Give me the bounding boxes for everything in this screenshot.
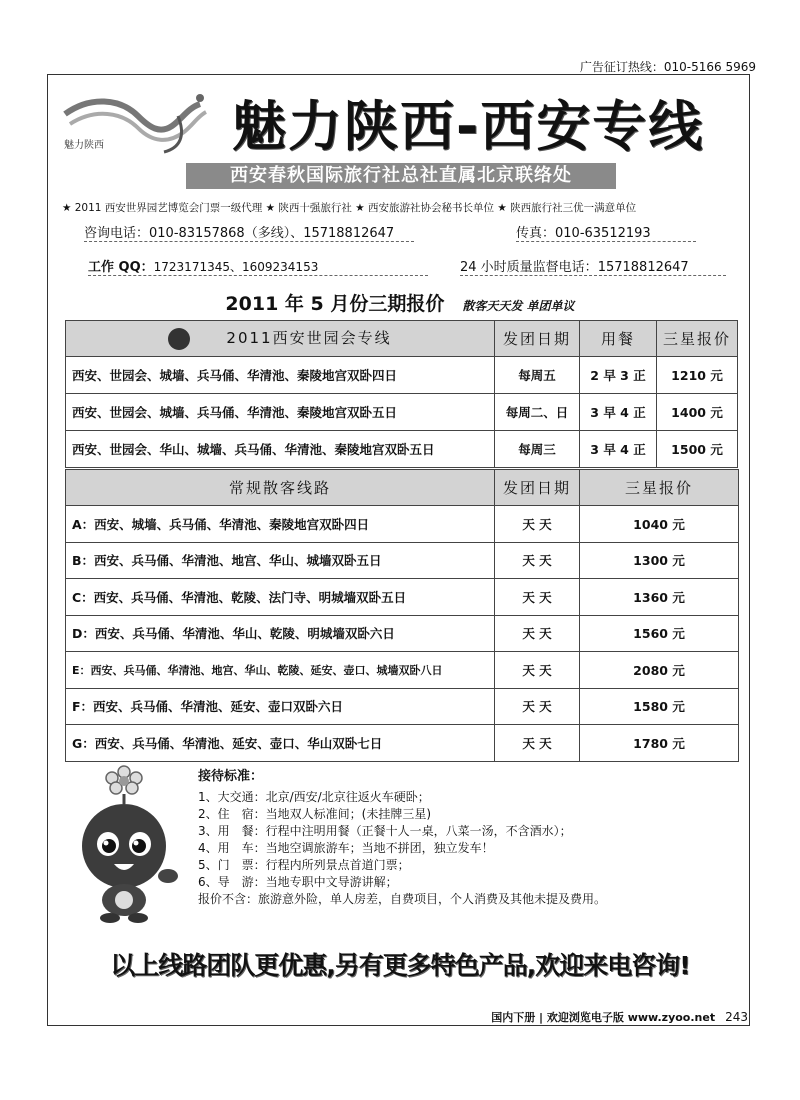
list-item: 6、导 游：当地专职中文导游讲解；	[198, 875, 398, 889]
price-cell: 1580 元	[580, 688, 739, 725]
meals-cell: 3 早 4 正	[580, 394, 657, 431]
logo-text: 魅力陕西	[64, 140, 104, 151]
regular-route-table	[65, 469, 739, 762]
fax-label: 传真：	[516, 226, 556, 241]
mascot-icon	[76, 764, 186, 924]
price-cell: 2080 元	[580, 652, 739, 689]
quote-title: 2011 年 5 月份三期报价	[225, 293, 445, 315]
meals-column-header: 用餐	[580, 321, 657, 357]
date-cell: 天 天	[495, 652, 580, 689]
price-cell: 1400 元	[657, 394, 738, 431]
expo-header-label: 2011西安世园会专线	[226, 329, 392, 348]
list-item: 2、住 宿：当地双人标准间；(未挂牌三星)	[198, 807, 431, 821]
date-cell: 每周三	[495, 431, 580, 468]
table-row	[66, 615, 739, 652]
route-cell: A：西安、城墙、兵马俑、华清池、秦陵地宫双卧四日	[66, 506, 495, 543]
regular-table-header: 常规散客线路	[66, 470, 495, 506]
date-cell: 天 天	[495, 506, 580, 543]
table-row	[66, 579, 739, 616]
price-cell: 1210 元	[657, 357, 738, 394]
credentials-line: ★ 2011 西安世界园艺博览会门票一级代理 ★ 陕西十强旅行社 ★ 西安旅游社协会秘书长单位 ★ 陕西旅行社三优一满意单位	[62, 202, 637, 214]
date-cell: 天 天	[495, 615, 580, 652]
page-title: 魅力陕西-西安专线	[232, 95, 705, 158]
route-cell: C：西安、兵马俑、华清池、乾陵、法门寺、明城墙双卧五日	[66, 579, 495, 616]
date-column-header: 发团日期	[495, 321, 580, 357]
agency-name-bar: 西安春秋国际旅行社总社直属北京联络处	[186, 163, 616, 189]
table-row	[66, 652, 739, 689]
table-row	[66, 394, 738, 431]
promo-slogan: 以上线路团队更优惠,另有更多特色产品,欢迎来电咨询!	[110, 951, 690, 980]
reception-standards	[198, 768, 606, 908]
route-cell: 西安、世园会、华山、城墙、兵马俑、华清池、秦陵地宫双卧五日	[66, 431, 495, 468]
list-item: 1、大交通：北京/西安/北京往返火车硬卧；	[198, 790, 430, 804]
ad-hotline: 广告征订热线：010-5166 5969	[579, 60, 756, 74]
date-cell: 天 天	[495, 688, 580, 725]
date-cell: 天 天	[495, 542, 580, 579]
route-cell: G：西安、兵马俑、华清池、延安、壶口、华山双卧七日	[66, 725, 495, 762]
expo-route-table	[65, 320, 738, 468]
list-item: 4、用 车：当地空调旅游车；当地不拼团，独立发车！	[198, 841, 494, 855]
price-column-header: 三星报价	[657, 321, 738, 357]
route-cell: D：西安、兵马俑、华清池、华山、乾陵、明城墙双卧六日	[66, 615, 495, 652]
supervision-phone	[460, 256, 726, 276]
route-cell: E：西安、兵马俑、华清池、地宫、华山、乾陵、延安、壶口、城墙双卧八日	[66, 652, 495, 689]
price-cell: 1300 元	[580, 542, 739, 579]
table-row	[66, 688, 739, 725]
route-cell: 西安、世园会、城墙、兵马俑、华清池、秦陵地宫双卧五日	[66, 394, 495, 431]
qq-value: 1723171345、1609234153	[153, 260, 319, 274]
consult-phone	[84, 222, 414, 242]
table-row	[66, 357, 738, 394]
route-cell: F：西安、兵马俑、华清池、延安、壶口双卧六日	[66, 688, 495, 725]
list-item: 5、门 票：行程内所列景点首道门票；	[198, 858, 410, 872]
expo-emblem-icon	[168, 328, 190, 350]
meals-cell: 2 早 3 正	[580, 357, 657, 394]
consult-value: 010-83157868（多线）、15718812647	[149, 226, 395, 241]
work-qq	[88, 256, 428, 276]
date-cell: 每周五	[495, 357, 580, 394]
date-cell: 天 天	[495, 579, 580, 616]
price-cell: 1040 元	[580, 506, 739, 543]
price-column-header: 三星报价	[580, 470, 739, 506]
table-row	[66, 431, 738, 468]
table-row	[66, 725, 739, 762]
date-cell: 每周二、日	[495, 394, 580, 431]
table-row	[66, 506, 739, 543]
swirl-logo-icon	[60, 86, 210, 156]
list-item: 3、用 餐：行程中注明用餐（正餐十人一桌，八菜一汤，不含酒水）；	[198, 824, 572, 838]
route-cell: 西安、世园会、城墙、兵马俑、华清池、秦陵地宫双卧四日	[66, 357, 495, 394]
date-column-header: 发团日期	[495, 470, 580, 506]
price-cell: 1360 元	[580, 579, 739, 616]
footer-text: 国内下册 | 欢迎浏览电子版 www.zyoo.net	[491, 1011, 716, 1024]
price-cell: 1780 元	[580, 725, 739, 762]
supervision-value: 15718812647	[597, 260, 689, 275]
table-row	[66, 542, 739, 579]
list-item: 报价不含：旅游意外险，单人房差，自费项目，个人消费及其他未提及费用。	[198, 892, 607, 906]
price-cell: 1500 元	[657, 431, 738, 468]
meals-cell: 3 早 4 正	[580, 431, 657, 468]
quote-heading	[0, 289, 800, 316]
date-cell: 天 天	[495, 725, 580, 762]
fax-value: 010-63512193	[555, 226, 651, 241]
route-cell: B：西安、兵马俑、华清池、地宫、华山、城墙双卧五日	[66, 542, 495, 579]
standards-heading: 接待标准：	[198, 769, 264, 784]
supervision-label: 24 小时质量监督电话：	[460, 260, 598, 275]
page-footer	[491, 1009, 748, 1025]
consult-label: 咨询电话：	[84, 226, 150, 241]
fax-number	[516, 222, 696, 242]
page-number: 243	[725, 1010, 748, 1024]
qq-label: 工作 QQ：	[88, 260, 154, 275]
quote-tagline: 散客天天发 单团单议	[462, 299, 575, 313]
expo-table-header	[66, 321, 495, 357]
price-cell: 1560 元	[580, 615, 739, 652]
